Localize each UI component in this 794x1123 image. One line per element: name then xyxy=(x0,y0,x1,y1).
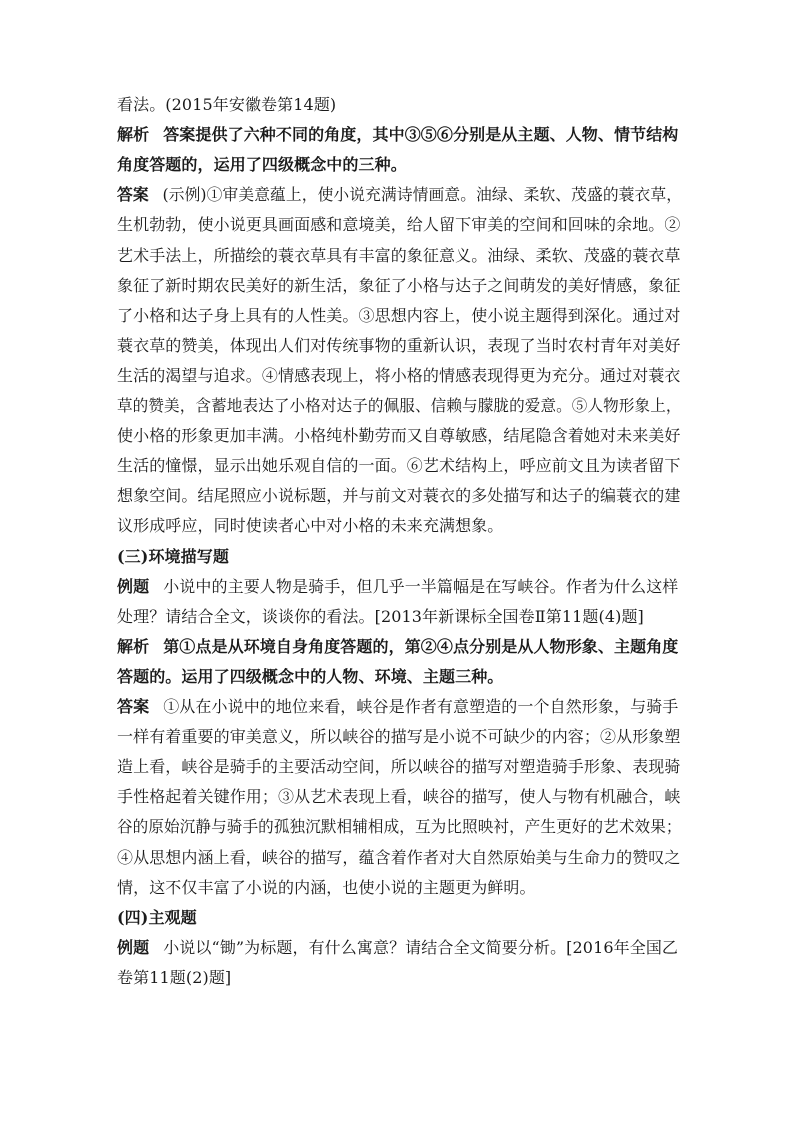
line-text: 象征了新时期农民美好的新生活，象征了小格与达子之间萌发的美好情感，象征 xyxy=(117,275,681,295)
line-text: 答题的。运用了四级概念中的人物、环境、主题三种。 xyxy=(117,666,504,686)
text-line xyxy=(117,577,682,597)
section-label: 解析 xyxy=(117,636,150,656)
line-text: 使小格的形象更加丰满。小格纯朴勤劳而又自尊敏感，结尾隐含着她对未来美好 xyxy=(117,426,681,446)
text-line xyxy=(117,637,682,657)
line-text: 谷的原始沉静与骑手的孤独沉默相辅相成，互为比照映衬，产生更好的艺术效果； xyxy=(117,817,682,837)
line-text: 手性格起着关键作用；③从艺术表现上看，峡谷的描写，使人与物有机融合，峡 xyxy=(117,787,681,807)
line-text: 艺术手法上，所描绘的蓑衣草具有丰富的象征意义。油绿、柔软、茂盛的蓑衣草 xyxy=(117,245,681,265)
line-text: (三)环境描写题 xyxy=(117,546,229,566)
line-text: (四)主观题 xyxy=(117,907,197,927)
text-line xyxy=(117,757,682,777)
section-label: 例题 xyxy=(117,576,150,596)
text-line xyxy=(117,817,682,837)
line-text: 草的赞美，含蓄地表达了小格对达子的佩服、信赖与朦胧的爱意。⑤人物形象上， xyxy=(117,396,682,415)
text-line xyxy=(117,155,682,175)
line-text: ①从在小说中的地位来看，峡谷是作者有意塑造的一个自然形象，与骑手 xyxy=(163,697,679,716)
text-line xyxy=(117,336,682,356)
line-text: 处理？请结合全文，谈谈你的看法。[2013年新课标全国卷Ⅱ第11题(4)题] xyxy=(117,606,644,626)
line-text: 蓑衣草的赞美，体现出人们对传统事物的重新认识，表现了当时农村青年对美好 xyxy=(117,335,681,355)
text-line xyxy=(117,667,682,687)
line-text: 造上看，峡谷是骑手的主要活动空间，所以峡谷的描写对塑造骑手形象、表现骑 xyxy=(117,757,681,777)
section-label: 答案 xyxy=(117,697,150,716)
text-line xyxy=(117,366,682,386)
text-line xyxy=(117,95,682,115)
text-line xyxy=(117,185,683,205)
line-text: 小说以“锄”为标题，有什么寓意？请结合全文简要分析。[2016年全国乙 xyxy=(163,937,679,957)
line-text: 卷第11题(2)题] xyxy=(117,967,232,987)
text-line xyxy=(117,456,682,476)
text-line xyxy=(117,125,682,145)
line-text: 生活的憧憬，显示出她乐观自信的一面。⑥艺术结构上，呼应前文且为读者留下 xyxy=(117,456,681,476)
text-line xyxy=(117,727,682,747)
text-line xyxy=(117,306,682,326)
text-line xyxy=(117,908,682,928)
text-line xyxy=(117,486,682,506)
text-line xyxy=(117,697,682,717)
text-line xyxy=(117,426,682,446)
line-text: 第①点是从环境自身角度答题的，第②④点分别是从人物形象、主题角度 xyxy=(163,636,679,656)
line-text: 情，这不仅丰富了小说的内涵，也使小说的主题更为鲜明。 xyxy=(117,877,536,897)
text-line xyxy=(117,276,682,296)
text-line xyxy=(117,607,682,627)
section-label: 例题 xyxy=(117,937,150,957)
text-line xyxy=(117,938,682,958)
text-line xyxy=(117,848,682,868)
text-line xyxy=(117,878,682,898)
line-text: 生机勃勃，使小说更具画面感和意境美，给人留下审美的空间和回味的余地。② xyxy=(117,215,681,235)
text-line xyxy=(117,516,682,536)
text-line xyxy=(117,246,682,266)
line-text: 议形成呼应，同时使读者心中对小格的未来充满想象。 xyxy=(117,516,504,536)
text-line xyxy=(117,215,682,235)
line-text: 看法。(2015年安徽卷第14题) xyxy=(117,95,337,114)
line-text: 了小格和达子身上具有的人性美。③思想内容上，使小说主题得到深化。通过对 xyxy=(117,305,681,325)
line-text: 答案提供了六种不同的角度，其中③⑤⑥分别是从主题、人物、情节结构 xyxy=(163,125,679,145)
line-text: 一样有着重要的审美意义，所以峡谷的描写是小说不可缺少的内容；②从形象塑 xyxy=(117,727,681,747)
text-line xyxy=(117,787,682,807)
line-text: 生活的渴望与追求。④情感表现上，将小格的情感表现得更为充分。通过对蓑衣 xyxy=(117,365,681,385)
line-text: 想象空间。结尾照应小说标题，并与前文对蓑衣的多处描写和达子的编蓑衣的建 xyxy=(117,486,681,506)
section-label: 解析 xyxy=(117,125,150,145)
text-line xyxy=(117,968,682,988)
line-text: ④从思想内涵上看，峡谷的描写，蕴含着作者对大自然原始美与生命力的赞叹之 xyxy=(117,847,681,867)
text-line xyxy=(117,396,682,416)
line-text: (示例)①审美意蕴上，使小说充满诗情画意。油绿、柔软、茂盛的蓑衣草， xyxy=(162,185,683,205)
line-text: 角度答题的，运用了四级概念中的三种。 xyxy=(117,155,407,175)
line-text: 小说中的主要人物是骑手，但几乎一半篇幅是在写峡谷。作者为什么这样 xyxy=(163,576,679,596)
section-label: 答案 xyxy=(117,185,149,205)
text-line xyxy=(117,547,682,567)
